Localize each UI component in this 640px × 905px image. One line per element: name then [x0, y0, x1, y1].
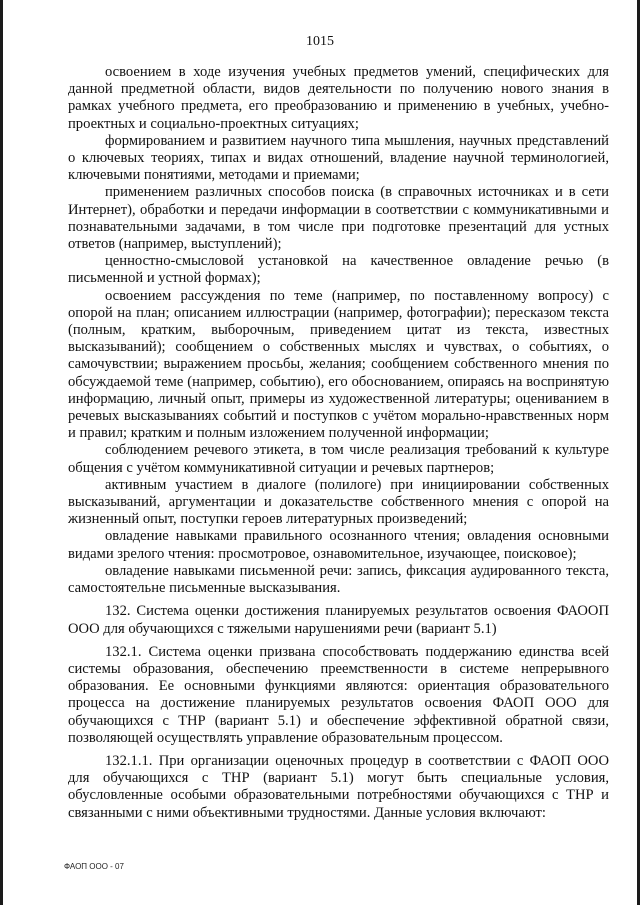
- paragraph: применением различных способов поиска (в справочных источниках и в сети Интернет), обработки и передачи информации в соответствии с коммуникативными и познавательными задачами, в том числе при подготовке презентаций для устных ответов (например, выступлений);: [68, 184, 609, 253]
- scan-edge-left: [0, 0, 3, 905]
- paragraph: освоением в ходе изучения учебных предметов умений, специфических для данной предметной области, видов деятельности по получению нового знания в рамках учебного предмета, его преобразованию и применению в учебных, учебно-проектных и социально-проектных ситуациях;: [68, 64, 609, 132]
- paragraph: соблюдением речевого этикета, в том числе реализация требований к культуре общения с учётом коммуникативной ситуации и речевых партнеров;: [68, 442, 609, 476]
- footer-code: ФАОП ООО - 07: [64, 862, 124, 871]
- paragraph: овладение навыками правильного осознанного чтения; овладения основными видами зрелого чтения: просмотровое, ознавомительное, изучающее, поисковое);: [68, 528, 609, 562]
- page-number: 1015: [306, 34, 334, 49]
- paragraph: ценностно-смысловой установкой на качественное овладение речью (в письменной и устной формах);: [68, 253, 609, 287]
- paragraph: активным участием в диалоге (полилоге) при инициировании собственных высказываний, аргументации и доказательстве собственного мнения с опорой на жизненный опыт, поступки героев литературных произведений;: [68, 476, 609, 528]
- paragraph-132-1-1: 132.1.1. При организации оценочных процедур в соответствии с ФАОП ООО для обучающихся с ТНР (вариант 5.1) могут быть специальные условия, обусловленные особыми образовательными потребностями обучающихся с ТНР и связанными с ними объективными трудностями. Данные условия включают:: [68, 752, 609, 821]
- section-heading-132: 132. Система оценки достижения планируемых результатов освоения ФАООП ООО для обучающихся с тяжелыми нарушениями речи (вариант 5.1): [68, 603, 609, 637]
- document-body: [68, 64, 609, 822]
- paragraph: овладение навыками письменной речи: запись, фиксация аудированного текста, самостоятельне письменные высказывания.: [68, 562, 609, 597]
- paragraph: формированием и развитием научного типа мышления, научных представлений о ключевых теориях, типах и видах отношений, владение научной терминологией, ключевыми понятиями, методами и приемами;: [68, 132, 609, 184]
- paragraph-132-1: 132.1. Система оценки призвана способствовать поддержанию единства всей системы образования, обеспечению преемственности в системе непрерывного образования. Ее основными функциями являются: ориентация образовательного процесса на достижение планируемых результатов освоения ФАОП ООО для обучающихся с ТНР (вариант 5.1) и обеспечение эффективной обратной связи, позволяющей осуществлять управление образовательным процессом.: [68, 643, 609, 746]
- paragraph: освоением рассуждения по теме (например, по поставленному вопросу) с опорой на план; описанием иллюстрации (например, фотографии); пересказом текста (полным, кратким, выборочным, приведением цитат из текста, известных высказываний); сообщением о собственных мыслях и чувствах, о событиях, о самочувствии; выражением просьбы, желания; сообщением собственного мнения по обсуждаемой теме (например, событию), его обоснованием, опираясь на воспринятую информацию, личный опыт, примеры из художественной литературы; оцениванием в речевых высказываниях событий и поступков с учётом морально-нравственных норм и правил; кратким и полным изложением полученной информации;: [68, 287, 609, 442]
